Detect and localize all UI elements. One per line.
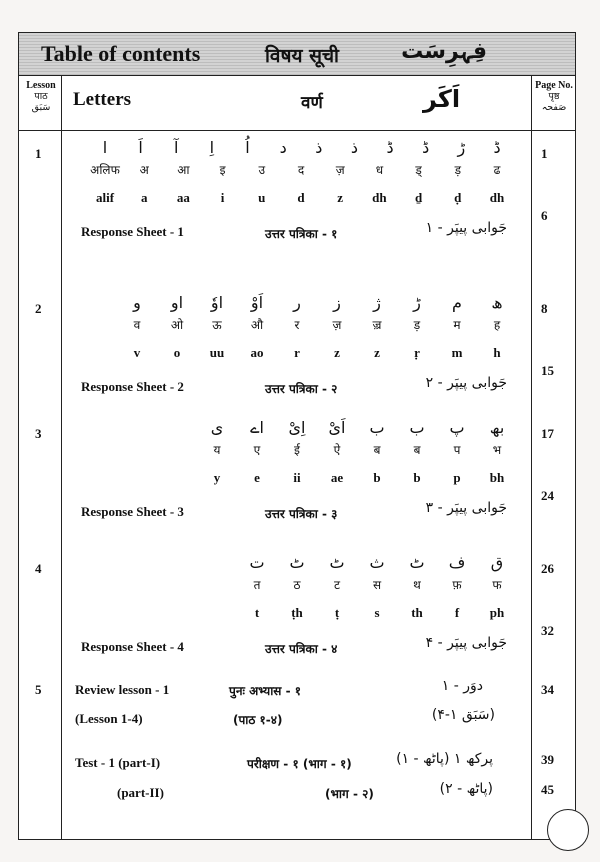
header-divider: [19, 130, 575, 131]
transliteration: r: [294, 345, 300, 360]
response-sheet-en: Response Sheet - 1: [81, 224, 184, 239]
transliteration: ḍ: [454, 190, 462, 205]
review-lesson-range-hi: (पाठ १-४): [233, 713, 283, 727]
transliteration: ao: [250, 345, 264, 360]
devanagari-letter: म: [453, 318, 461, 332]
lesson-page-number: 17: [541, 426, 554, 441]
arabic-letter: ژ: [373, 293, 381, 312]
arabic-letter: ر: [293, 293, 301, 312]
lesson-number: 1: [35, 146, 42, 161]
devanagari-letter: ए: [253, 443, 261, 457]
transliteration: f: [454, 605, 460, 620]
page-corner-circle: [547, 809, 589, 851]
response-sheet-en: Response Sheet - 3: [81, 504, 184, 519]
transliteration: z: [374, 345, 380, 360]
lesson-number: 4: [35, 561, 42, 576]
review-lesson-title-ur: دوَر - ۱: [441, 678, 483, 694]
arabic-letter: اَ: [138, 138, 143, 157]
arabic-letter: اَوْ: [250, 293, 264, 312]
devanagari-letter: द: [297, 163, 305, 177]
transliteration: m: [451, 345, 463, 360]
arabic-letter: اَیْ: [328, 418, 346, 437]
transliteration: ṭ: [334, 605, 340, 620]
devanagari-letter: भ: [492, 443, 502, 457]
devanagari-letter: ड़: [413, 318, 421, 332]
arabic-letter: م: [452, 293, 462, 312]
transliteration: v: [133, 345, 141, 360]
arabic-letter: اوٗ: [210, 293, 224, 312]
response-sheet-hi: उत्तर पत्रिका - २: [265, 382, 338, 396]
column-divider: [531, 75, 532, 839]
devanagari-letter: फ: [492, 578, 502, 592]
arabic-letter: او: [170, 293, 184, 312]
devanagari-letter: ह: [493, 318, 501, 332]
response-sheet-hi: उत्तर पत्रिका - ३: [265, 507, 338, 521]
transliteration: b: [413, 470, 421, 485]
devanagari-letter: फ़: [452, 578, 462, 592]
arabic-letter: د: [279, 138, 287, 157]
response-sheet-ur: جَوابی پیپَر - ۴: [425, 635, 507, 651]
devanagari-letter: य: [213, 443, 221, 457]
devanagari-letter: प: [453, 443, 461, 457]
arabic-letter: ذ: [315, 138, 323, 157]
devanagari-letter: ऐ: [333, 443, 341, 457]
arabic-letter: ڑ: [457, 138, 466, 157]
arabic-letter: و: [133, 293, 141, 312]
arabic-letter: ف: [448, 553, 466, 572]
arabic-letter: ا: [102, 138, 108, 157]
devanagari-letter: ज़्र: [372, 318, 382, 332]
lesson-number: 2: [35, 301, 42, 316]
devanagari-letter: ड्: [415, 163, 422, 177]
letters-header-hi: वर्ण: [301, 93, 323, 113]
review-lesson-number: 5: [35, 682, 42, 697]
transliteration: ṛ: [414, 345, 420, 360]
transliteration: d: [297, 190, 305, 205]
lesson-header-hi: पाठ: [34, 91, 48, 102]
devanagari-letter: अलिफ: [90, 163, 120, 177]
transliteration: ph: [489, 605, 505, 620]
devanagari-letter: इ: [219, 163, 226, 177]
lesson-header-ur: سَبَق: [31, 102, 51, 113]
arabic-letter: ڈ: [493, 138, 501, 157]
arabic-letter: آ: [174, 138, 179, 157]
lesson-number: 3: [35, 426, 42, 441]
page-column-header: [533, 80, 575, 113]
transliteration: dh: [372, 190, 387, 205]
devanagari-letter: अ: [139, 163, 149, 177]
transliteration: a: [140, 190, 148, 205]
arabic-letter: اُ: [245, 138, 250, 157]
devanagari-letter: ज़: [335, 163, 345, 177]
transliteration: aa: [176, 190, 190, 205]
devanagari-letter: ढ: [493, 163, 501, 177]
test-part1-en: Test - 1 (part-I): [75, 755, 161, 770]
transliteration: ii: [293, 470, 301, 485]
title-urdu: فِہرِسَت: [401, 39, 487, 64]
devanagari-letter: ध: [375, 163, 384, 177]
transliteration: alif: [95, 190, 115, 205]
transliteration: u: [258, 190, 266, 205]
transliteration: ṭh: [291, 605, 303, 620]
devanagari-letter: स: [372, 578, 382, 592]
lesson-page-number: 26: [541, 561, 554, 576]
arabic-letter: اے: [250, 418, 264, 437]
title-hindi: विषय सूची: [265, 45, 339, 67]
response-sheet-en: Response Sheet - 4: [81, 639, 184, 654]
devanagari-letter: ड़: [454, 163, 461, 177]
arabic-letter: ب: [409, 418, 425, 437]
title-english: Table of contents: [41, 41, 201, 66]
test-part1-hi: परीक्षण - १ (भाग - १): [247, 757, 352, 771]
transliteration: uu: [209, 345, 225, 360]
response-sheet-hi: उत्तर पत्रिका - १: [265, 227, 338, 241]
transliteration: t: [254, 605, 260, 620]
transliteration: i: [220, 190, 225, 205]
devanagari-letter: ई: [294, 443, 300, 457]
review-lesson-range-ur: (سَبَق ۱-۴): [431, 707, 495, 723]
devanagari-letter: ब: [373, 443, 381, 457]
devanagari-letter: उ: [258, 163, 266, 177]
arabic-letter: ب: [369, 418, 385, 437]
response-sheet-ur: جَوابی پیپَر - ۱: [425, 220, 507, 236]
devanagari-letter: र: [294, 318, 300, 332]
transliteration: z: [337, 190, 344, 205]
letters-header-en: Letters: [73, 89, 132, 110]
review-page-number: 34: [541, 682, 554, 697]
response-sheet-page-number: 6: [541, 208, 548, 223]
transliteration: e: [254, 470, 260, 485]
arabic-letter: ذ: [350, 138, 359, 157]
arabic-letter: ٹ: [409, 553, 425, 572]
transliteration: h: [493, 345, 501, 360]
page-header-hi: पृष्ठ: [548, 91, 560, 102]
devanagari-letter: व: [133, 318, 141, 332]
page-header-en: Page No.: [535, 80, 573, 91]
transliteration: ae: [330, 470, 344, 485]
arabic-letter: ڈ: [386, 138, 394, 157]
lesson-column-header: [21, 80, 61, 113]
arabic-letter: اِ: [209, 138, 215, 157]
devanagari-letter: त: [253, 578, 261, 592]
column-divider: [61, 75, 62, 839]
arabic-letter: ٹ: [289, 553, 305, 572]
response-sheet-page-number: 15: [541, 363, 554, 378]
arabic-letter: ٹ: [329, 553, 345, 572]
test-page-number-1: 39: [541, 752, 554, 767]
title-bar: [19, 33, 575, 76]
arabic-letter: ز: [333, 293, 341, 312]
transliteration: th: [411, 605, 423, 620]
devanagari-letter: थ: [413, 578, 421, 592]
response-sheet-page-number: 24: [541, 488, 554, 503]
response-sheet-ur: جَوابی پیپَر - ۲: [425, 375, 507, 391]
arabic-letter: بھ: [489, 418, 505, 437]
devanagari-letter: आ: [177, 163, 190, 177]
transliteration: dh: [489, 190, 505, 205]
arabic-letter: ث: [369, 553, 385, 572]
response-sheet-en: Response Sheet - 2: [81, 379, 184, 394]
transliteration: bh: [489, 470, 505, 485]
transliteration: p: [453, 470, 461, 485]
arabic-letter: ھ: [491, 293, 503, 312]
arabic-letter: ڑ: [413, 293, 421, 312]
response-sheet-page-number: 32: [541, 623, 554, 638]
arabic-letter: ق: [490, 553, 504, 572]
test-part1-ur: پرکھ ۱ (پاٹھ - ۱): [396, 751, 493, 767]
devanagari-letter: ब: [413, 443, 421, 457]
test-part2-en: (part-II): [117, 785, 164, 800]
review-lesson-title-hi: पुनः अभ्यास - १: [229, 684, 301, 698]
devanagari-letter: ट: [333, 578, 341, 592]
letters-header-ur: اَکَر: [423, 85, 461, 113]
response-sheet-ur: جَوابی پیپَر - ۳: [425, 500, 507, 516]
devanagari-letter: औ: [250, 318, 264, 332]
devanagari-letter: ओ: [170, 318, 184, 332]
response-sheet-hi: उत्तर पत्रिका - ४: [265, 642, 338, 656]
arabic-letter: ڈ: [422, 138, 430, 157]
arabic-letter: ت: [249, 553, 265, 572]
lesson-header-en: Lesson: [26, 80, 56, 91]
lesson-page-number: 1: [541, 146, 548, 161]
transliteration: ḏ: [414, 190, 423, 205]
contents-table: [18, 32, 576, 840]
devanagari-letter: ठ: [293, 578, 301, 592]
transliteration: z: [334, 345, 340, 360]
test-part2-hi: (भाग - २): [325, 787, 374, 801]
arabic-letter: پ: [449, 418, 465, 437]
arabic-letter: ی: [210, 418, 224, 437]
test-page-number-2: 45: [541, 782, 554, 797]
transliteration: s: [374, 605, 380, 620]
transliteration: y: [213, 470, 221, 485]
transliteration: o: [173, 345, 181, 360]
lesson-page-number: 8: [541, 301, 548, 316]
review-lesson-title-en: Review lesson - 1: [75, 682, 170, 697]
review-lesson-range-en: (Lesson 1-4): [75, 711, 143, 726]
test-part2-ur: (پاٹھ - ۲): [439, 781, 493, 797]
arabic-letter: اِیْ: [288, 418, 306, 437]
devanagari-letter: ऊ: [212, 318, 222, 332]
transliteration: b: [373, 470, 381, 485]
devanagari-letter: ज़: [332, 318, 342, 332]
page-header-ur: صَفحہ: [541, 102, 567, 113]
